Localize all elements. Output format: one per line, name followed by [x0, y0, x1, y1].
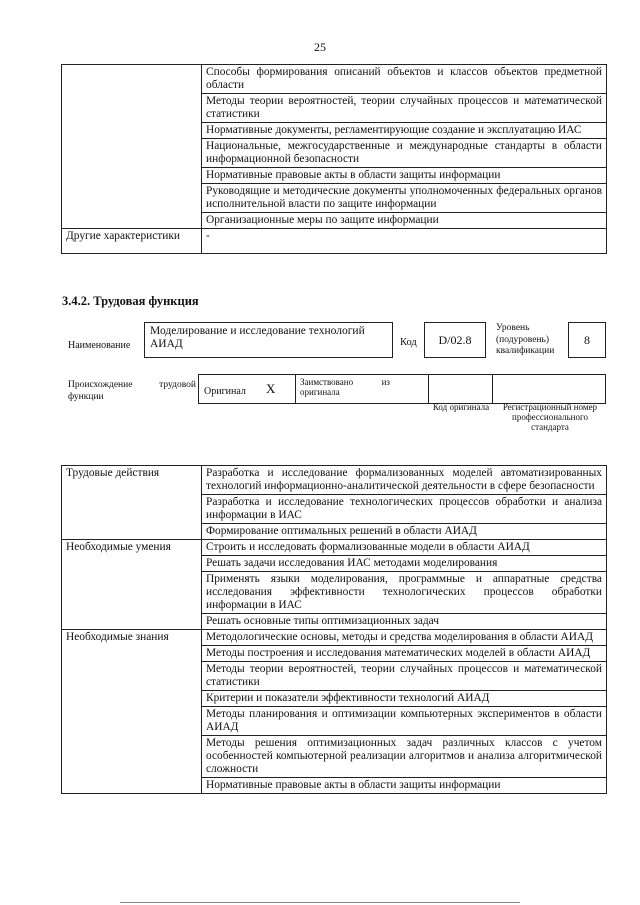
table-row	[62, 630, 607, 646]
code-value-box	[424, 322, 486, 358]
section-title: 3.4.2. Трудовая функция	[62, 294, 199, 308]
table-cell: Строить и исследовать формализованные модели в области АИАД	[202, 540, 607, 556]
table-cell: Решать основные типы оптимизационных задач	[202, 614, 607, 630]
page-bottom-line	[120, 902, 520, 903]
table-row	[62, 65, 607, 94]
table-cell: Методологические основы, методы и средства моделирования в области АИАД	[202, 630, 607, 646]
other-characteristics-label: Другие характеристики	[62, 229, 202, 254]
borrowed-label: Заимствовано из оригинала	[300, 377, 390, 397]
table-cell: Методы теории вероятностей, теории случайных процессов и математической статистики	[202, 94, 607, 123]
code-label: Код	[400, 337, 417, 348]
name-value: Моделирование и исследование технологий АИАД	[150, 325, 365, 350]
table-cell: Руководящие и методические документы уполномоченных федеральных органов исполнительной власти по защите информации	[202, 184, 607, 213]
table-cell: Методы построения и исследования математических моделей в области АИАД	[202, 646, 607, 662]
table-cell: Разработка и исследование технологических процессов обработки и анализа информации в ИАС	[202, 495, 607, 524]
level-label: Уровень (подуровень) квалификации	[496, 323, 555, 356]
table-cell: Решать задачи исследования ИАС методами моделирования	[202, 556, 607, 572]
code-original-label: Код оригинала	[432, 402, 490, 412]
origin-divider	[428, 374, 429, 404]
reg-number-label: Регистрационный номер профессионального стандарта	[502, 402, 598, 432]
original-label: Оригинал	[204, 386, 246, 397]
table-cell: Критерии и показатели эффективности технологий АИАД	[202, 691, 607, 707]
knowledge-continuation-table	[61, 64, 607, 254]
origin-divider	[492, 374, 493, 404]
table-cell: Организационные меры по защите информации	[202, 213, 607, 229]
code-value: D/02.8	[438, 333, 472, 347]
table-cell: Нормативные правовые акты в области защиты информации	[202, 168, 607, 184]
table-cell: Нормативные документы, регламентирующие создание и эксплуатацию ИАС	[202, 123, 607, 139]
name-label: Наименование	[68, 340, 131, 351]
origin-divider	[295, 374, 296, 404]
name-value-box	[144, 322, 393, 358]
labor-function-table	[61, 465, 607, 794]
table-row	[62, 229, 607, 254]
table-cell: Методы теории вероятностей, теории случайных процессов и математической статистики	[202, 662, 607, 691]
group-label-knowledge: Необходимые знания	[62, 630, 202, 794]
table-row	[62, 540, 607, 556]
group-label-actions: Трудовые действия	[62, 466, 202, 540]
table-cell: Методы решения оптимизационных задач различных классов с учетом особенностей компьютерной реализации алгоритмов и анализа алгоритмической сложности	[202, 736, 607, 778]
other-characteristics-value: -	[202, 229, 607, 254]
level-value: 8	[584, 333, 590, 347]
table-cell: Национальные, межгосударственные и международные стандарты в области информационной безопасности	[202, 139, 607, 168]
table-cell: Способы формирования описаний объектов и классов объектов предметной области	[202, 65, 607, 94]
table-row	[62, 466, 607, 495]
table-cell: Разработка и исследование формализованных моделей автоматизированных технологий информационно-аналитической деятельности в сфере безопасности	[202, 466, 607, 495]
group-label-skills: Необходимые умения	[62, 540, 202, 630]
original-mark: X	[266, 381, 276, 396]
table-cell: Применять языки моделирования, программные и аппаратные средства исследования эффективности технологических процессов обработки информации в ИАС	[202, 572, 607, 614]
page-number: 25	[314, 40, 326, 54]
table-cell: Методы планирования и оптимизации компьютерных экспериментов в области АИАД	[202, 707, 607, 736]
origin-label: Происхождение трудовой функции	[68, 380, 196, 402]
origin-row-box	[198, 374, 606, 404]
row-label-empty	[62, 65, 202, 229]
table-cell: Формирование оптимальных решений в области АИАД	[202, 524, 607, 540]
table-cell: Нормативные правовые акты в области защиты информации	[202, 778, 607, 794]
level-value-box	[568, 322, 606, 358]
